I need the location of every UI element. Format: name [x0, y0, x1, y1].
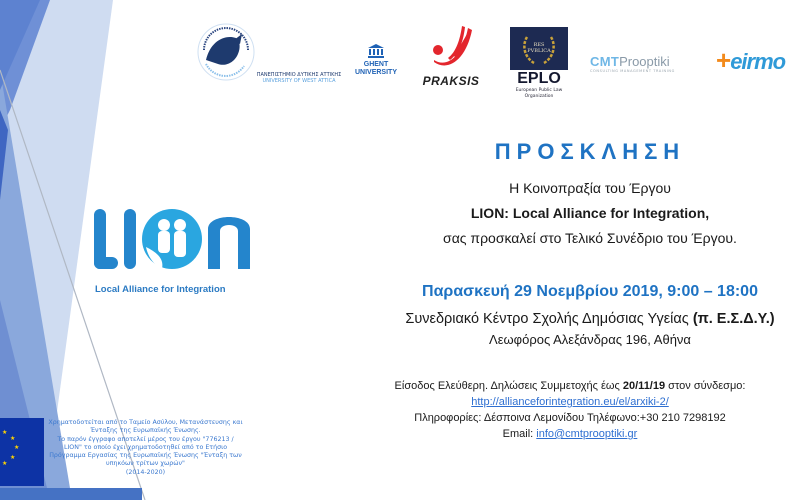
ghent-university-logo	[354, 44, 398, 77]
svg-text:PVBLICA: PVBLICA	[527, 48, 551, 54]
funding-line: Το παρόν έγγραφο αποτελεί μέρος του έργου "776213 /	[57, 435, 234, 443]
email-line	[340, 426, 800, 442]
eplo-logo	[510, 27, 568, 99]
registration-text-end: στον σύνδεσμο:	[665, 380, 746, 392]
praksis-name: PRAKSIS	[422, 74, 480, 88]
svg-text:RES: RES	[533, 42, 545, 48]
eirmos-name: eirmo	[730, 49, 786, 74]
svg-text:★: ★	[2, 460, 8, 467]
building-icon	[368, 44, 384, 58]
venue-name: Συνεδριακό Κέντρο Σχολής Δημόσιας Υγείας	[405, 311, 693, 327]
cmt-rest: Prooptiki	[619, 54, 670, 69]
invitation-title: ΠΡΟΣΚΛΗΣΗ	[494, 139, 686, 164]
funding-line: Πρόγραμμα Εργασίας της Ευρωπαϊκής Ένωσης "Ένταξη των	[49, 452, 242, 460]
funding-line: (2014-2020)	[125, 468, 166, 476]
ghent-line2: UNIVERSITY	[354, 69, 397, 76]
project-name-line: LION: Local Alliance for Integration,	[470, 205, 710, 221]
funding-line: LION" το οποίο έχει χρηματοδοτηθεί από το Ετήσιο	[63, 443, 228, 451]
lion-logo	[92, 207, 252, 272]
svg-text:★: ★	[10, 435, 16, 442]
registration-deadline: 20/11/19	[622, 380, 666, 392]
consortium-line: Η Κοινοπραξία του Έργου	[509, 180, 671, 196]
ghent-line1: GHENT	[363, 61, 389, 68]
uwa-wordmark	[254, 72, 344, 84]
lion-tagline: Local Alliance for Integration	[95, 284, 226, 295]
svg-text:★: ★	[2, 429, 8, 436]
svg-text:★: ★	[10, 454, 16, 461]
registration-line	[340, 378, 800, 394]
eplo-name: EPLO	[517, 70, 561, 87]
email-link[interactable]: info@cmtprooptiki.gr	[536, 428, 638, 440]
email-label: Email:	[502, 428, 537, 440]
praksis-swoosh-icon	[426, 22, 476, 72]
venue-abbrev: (π. Ε.Σ.Δ.Υ.)	[692, 311, 775, 327]
uwa-greek-name: ΠΑΝΕΠΙΣΤΗΜΙΟ ΔΥΤΙΚΗΣ ΑΤΤΙΚΗΣ	[256, 72, 342, 78]
laurel-wreath-icon	[510, 27, 568, 70]
event-venue	[380, 311, 800, 327]
event-date: Παρασκευή 29 Νοεμβρίου 2019, 9:00 – 18:00	[422, 283, 758, 300]
registration-text: Είσοδος Ελεύθερη. Δηλώσεις Συμμετοχής έως	[394, 380, 623, 392]
eplo-seal	[510, 27, 568, 70]
event-address: Λεωφόρος Αλεξάνδρας 196, Αθήνα	[489, 332, 691, 347]
svg-text:★: ★	[14, 444, 20, 451]
funding-line: Ένταξης της Ευρωπαϊκής Ένωσης.	[90, 427, 201, 435]
praksis-logo	[418, 22, 484, 88]
eu-flag-icon	[0, 418, 44, 486]
funding-line: υπηκόων τρίτων χωρών"	[106, 460, 185, 468]
registration-link[interactable]: http://allianceforintegration.eu/el/arxiki-2/	[471, 396, 669, 408]
cmt-bold: CMT	[590, 54, 620, 69]
plus-icon: +	[716, 45, 731, 75]
uwa-english-name: UNIVERSITY OF WEST ATTICA	[262, 78, 336, 84]
uwa-seal-logo	[190, 20, 262, 84]
eplo-subtitle: European Public Law Organization	[515, 88, 563, 99]
contact-line: Πληροφορίες: Δέσποινα Λεμονίδου Τηλέφωνο:+30 210 7298192	[414, 412, 726, 424]
funding-line: Χρηματοδοτείται από το Ταμείο Ασύλου, Μετανάστευσης και	[48, 419, 243, 426]
invitation-line: σας προσκαλεί στο Τελικό Συνέδριο του Έργου.	[443, 230, 737, 246]
registration-info	[340, 378, 800, 442]
cmt-tagline: CONSULTING MANAGEMENT TRAINING	[590, 69, 675, 73]
eirmos-logo	[716, 45, 786, 75]
cmt-prooptiki-logo	[590, 55, 710, 73]
bottom-bar	[0, 488, 142, 500]
eu-funding-statement	[48, 419, 243, 477]
